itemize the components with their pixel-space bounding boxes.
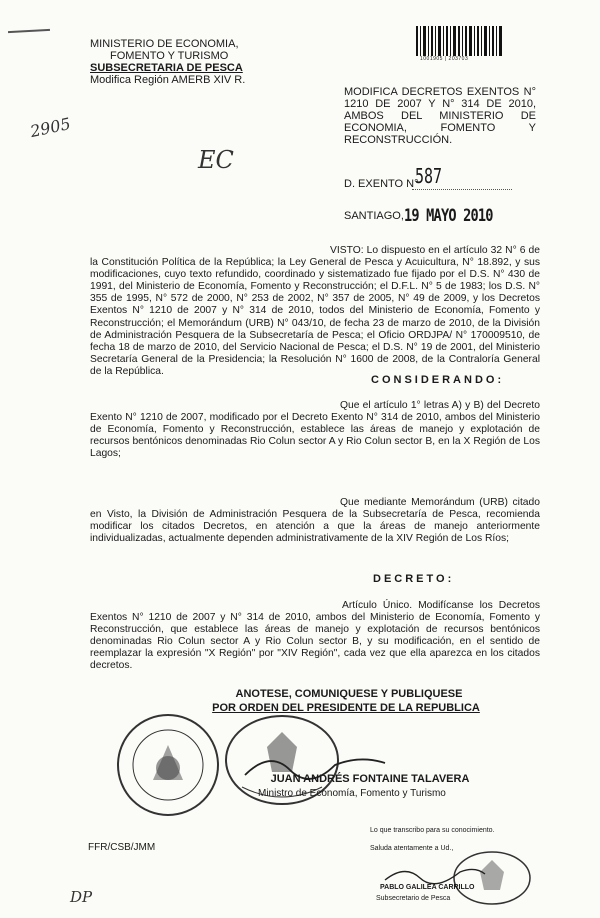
date-value: 19 MAYO 2010 bbox=[404, 206, 493, 226]
ministry-header bbox=[90, 38, 245, 86]
republica-seal-stamp bbox=[113, 710, 223, 820]
decree-label: D. EXENTO N° bbox=[344, 178, 419, 190]
handwritten-initials: EC bbox=[198, 146, 234, 174]
decreto-heading: DECRETO: bbox=[373, 573, 455, 585]
decreto-paragraph: Artículo Único. Modifícanse los Decretos Exentos N° 1210 de 2007 y N° 314 de 2010, ambos del Ministerio de Economía, Fomento y Reconstrucción, que establece las áreas de manejo y explotación de recursos bentónicos denominadas Rio Colun sector A y Rio Colun sector B, y su modificación, en el sentido de reemplazar la expresión "X Región" por "XIV Región", cada vez que ella aparezca en los citados decretos. bbox=[90, 600, 540, 672]
barcode-number: 1001905 | 203703 bbox=[420, 56, 469, 62]
signatory-title: Ministro de Economía, Fomento y Turismo bbox=[258, 788, 446, 799]
footer-transcribe: Lo que transcribo para su conocimiento. bbox=[370, 827, 495, 834]
visto-lead: VISTO: bbox=[330, 245, 364, 256]
subject-line: Modifica Región AMERB XIV R. bbox=[90, 74, 246, 86]
handwritten-number: 2905 bbox=[28, 113, 73, 142]
decree-underline bbox=[412, 189, 512, 190]
considerando-p2: Que mediante Memorándum (URB) citado en Visto, la División de Administración Pesquera de la Subsecretaría de Pesca, recomienda modificar los citados Decretos, en atención a que la áreas de manejo anteriormente individualizadas, actualmente dependen administrativamente de la XIV Región de Los Ríos; bbox=[90, 497, 540, 545]
ministry-line-2: FOMENTO Y TURISMO bbox=[110, 50, 229, 62]
visto-text: Lo dispuesto en el artículo 32 N° 6 de la Constitución Política de la República; la Ley General de Pesca y Acuicultura, N° 18.892, y sus modificaciones, cuyo texto refundido, coordinado y sistematizado fue fijado por el D.S. N° 430 de 1991, del Ministerio de Economía, Fomento y Reconstrucción; el D.F.L. N° 5 de 1983; los D.S. N° 355 de 1995, N° 572 de 2000, N° 253 de 2002, N° 357 de 2005, N° 49 de 2009, y los Decretos Exentos N° 1210 de 2007 y N° 314 de 2010, todos del Ministerio de Economía, Fomento y Reconstrucción; el Memorándum (URB) N° 043/10, de fecha 23 de marzo de 2010, de la División de Administración Pesquera de la Subsecretaría de Pesca; el Oficio ORDJPA/ N° 170009510, de fecha 18 de marzo de 2010, del Servicio Nacional de Pesca; el D.S. N° 19 de 2001, del Ministerio Secretaría General de la Presidencia; la Resolución N° 1600 de 2008, de la Contraloría General de la República. bbox=[90, 245, 540, 377]
considerando-heading: CONSIDERANDO: bbox=[371, 374, 505, 386]
reference-text: MODIFICA DECRETOS EXENTOS N° 1210 DE 2007 Y N° 314 DE 2010, AMBOS DEL MINISTERIO DE ECONOMIA, FOMENTO Y RECONSTRUCCIÓN. bbox=[344, 86, 536, 146]
barcode-image bbox=[416, 26, 504, 56]
footer-initials: FFR/CSB/JMM bbox=[88, 842, 156, 853]
considerando-p1: Que el artículo 1° letras A) y B) del Decreto Exento N° 1210 de 2007, modificado por el Decreto Exento N° 314 de 2010, ambos del Ministerio de Economía, Fomento y Reconstrucción, establece las áreas de manejo y explotación de recursos bentónicos denominadas Rio Colun sector A y Rio Colun sector B, en la X Región de Los Lagos; bbox=[90, 400, 540, 460]
handwritten-dash bbox=[8, 29, 50, 33]
date-label: SANTIAGO, bbox=[344, 210, 404, 222]
handwritten-bottom: DP bbox=[70, 888, 93, 906]
decree-number: 587 bbox=[415, 164, 443, 188]
subsecretario-title: Subsecretario de Pesca bbox=[376, 895, 451, 902]
closing-line-2: POR ORDEN DEL PRESIDENTE DE LA REPUBLICA bbox=[212, 702, 480, 714]
signatory-name: JUAN ANDRÉS FONTAINE TALAVERA bbox=[270, 773, 470, 785]
ministry-line: MINISTERIO DE ECONOMIA, bbox=[90, 38, 239, 50]
subsecretario-name: PABLO GALILEA CARRILLO bbox=[380, 884, 475, 891]
visto-paragraph bbox=[90, 245, 540, 378]
closing-line-1: ANOTESE, COMUNIQUESE Y PUBLIQUESE bbox=[235, 688, 463, 700]
footer-saluda: Saluda atentamente a Ud., bbox=[370, 845, 454, 852]
subsecretaria-line: SUBSECRETARIA DE PESCA bbox=[90, 62, 243, 74]
